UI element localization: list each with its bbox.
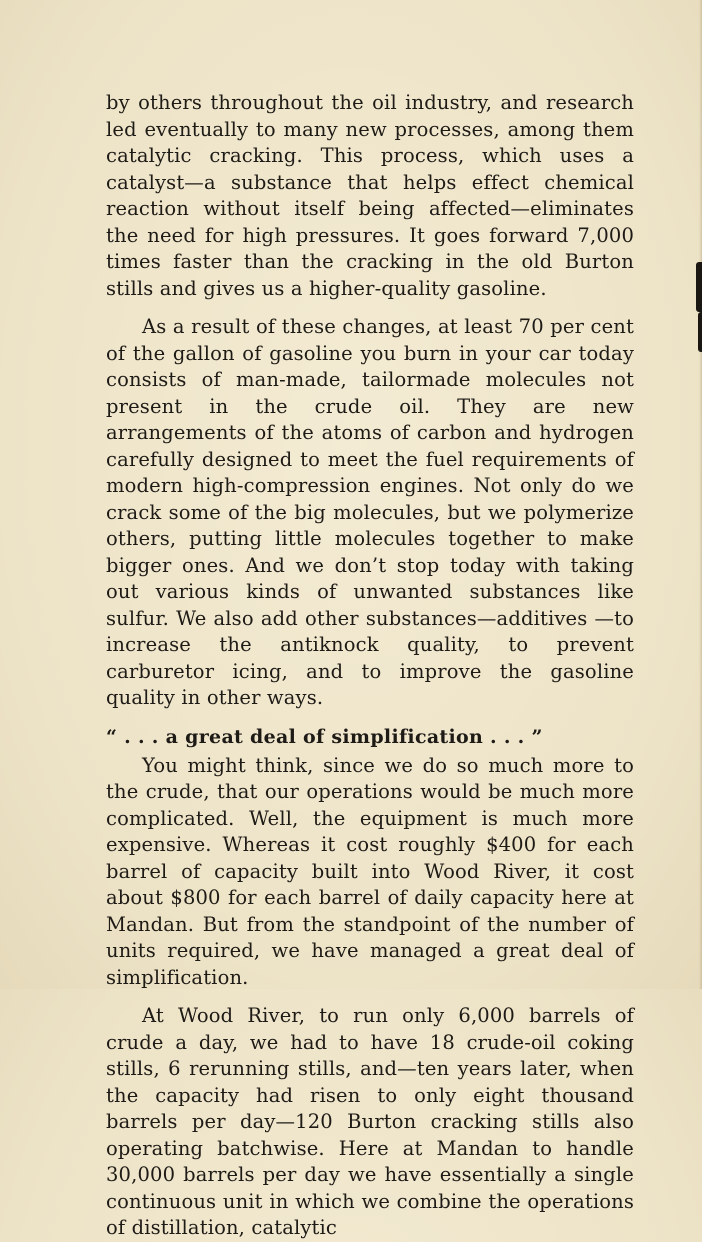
binding-mark <box>698 312 702 352</box>
page-body <box>106 90 634 1242</box>
binding-mark <box>696 262 702 312</box>
section-heading: “ . . . a great deal of simplification . . . ” <box>106 725 543 748</box>
paragraph-4: At Wood River, to run only 6,000 barrels of crude a day, we had to have 18 crude-oil coking stills, 6 rerunning stills, and—ten years later, when the capacity had risen to only eight thousand barrels per day—120 Burton cracking stills also operating batchwise. Here at Mandan to handle 30,000 barrels per day we have essentially a single continuous unit in which we combine the operations of distillation, catalytic <box>106 1004 634 1239</box>
paragraph-3: You might think, since we do so much more to the crude, that our operations would be much more complicated. Well, the equipment is much more expensive. Whereas it cost roughly $400 for each barrel of capacity built into Wood River, it cost about $800 for each barrel of daily capacity here at Mandan. But from the standpoint of the number of units required, we have managed a great deal of simplification. <box>106 753 634 989</box>
paragraph-2: As a result of these changes, at least 70 per cent of the gallon of gasoline you burn in your car today consists of man-made, tailormade molecules not present in the crude oil. They are new arrangements of the atoms of carbon and hydrogen carefully designed to meet the fuel requirements of modern high-compression engines. Not only do we crack some of the big molecules, but we polymerize others, putting little molecules together to make bigger ones. And we don’t stop today with taking out various kinds of unwanted substances like sulfur. We also add other substances—additives —to increase the antiknock quality, to prevent carburetor icing, and to improve the gasoline quality in other ways. <box>106 315 634 709</box>
paragraph-1: by others throughout the oil industry, and research led eventually to many new processes, among them catalytic cracking. This process, which uses a catalyst—a substance that helps effect chemical reaction without itself being affected—eliminates the need for high pressures. It goes forward 7,000 times faster than the cracking in the old Burton stills and gives us a higher-quality gasoline. <box>106 91 634 300</box>
